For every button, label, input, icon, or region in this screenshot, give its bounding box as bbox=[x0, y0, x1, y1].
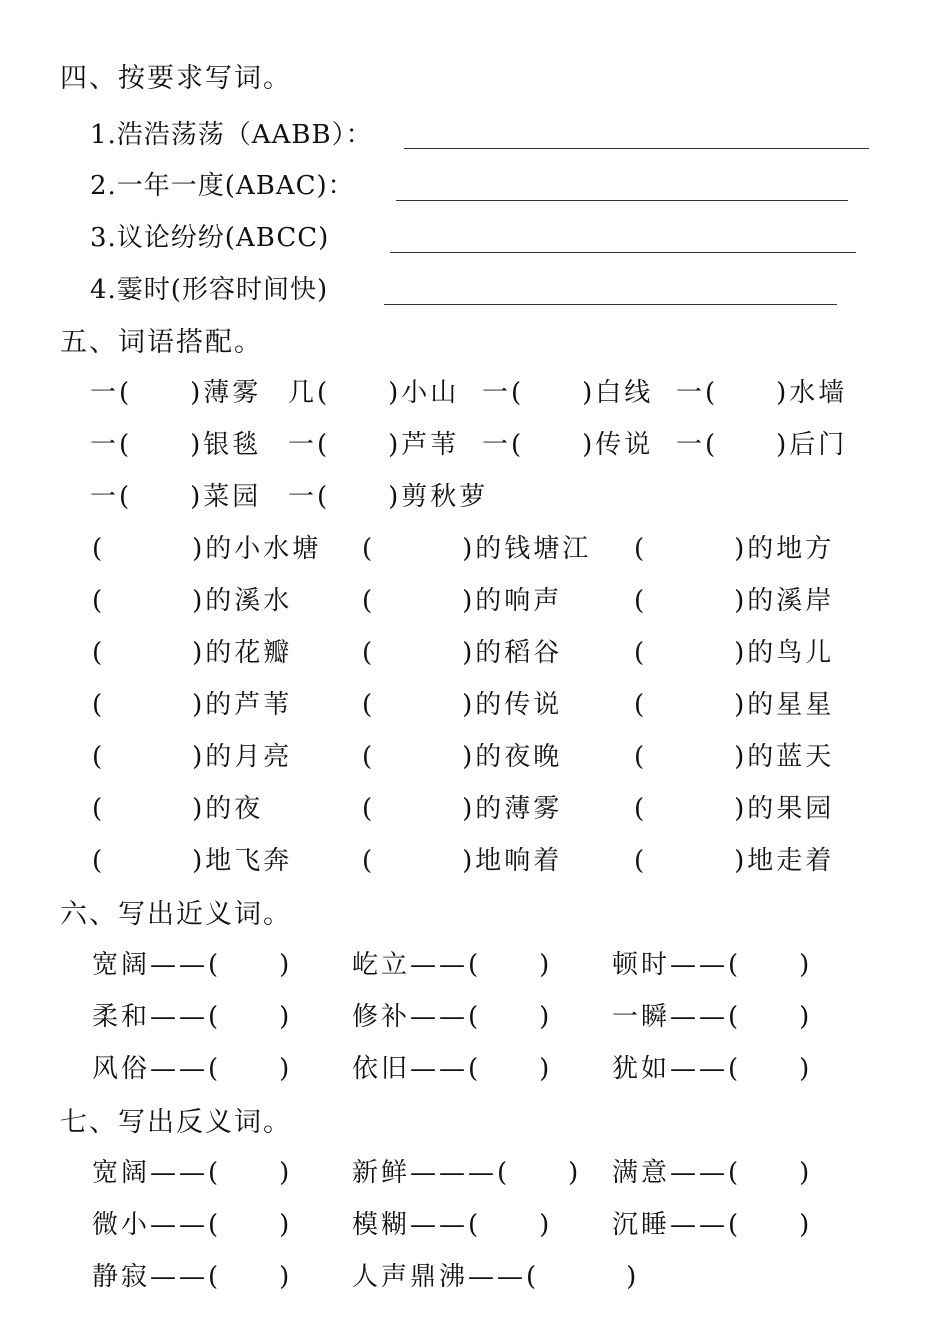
section4-item-2: 2.一年一度(ABAC)： bbox=[90, 171, 355, 201]
antonym-item[interactable]: 微小——( ) bbox=[92, 1210, 293, 1240]
modifier-item[interactable]: ( )的小水塘 bbox=[92, 534, 322, 564]
modifier-item[interactable]: ( )的鸟儿 bbox=[634, 638, 835, 668]
synonym-item[interactable]: 顿时——( ) bbox=[612, 950, 813, 980]
modifier-item[interactable]: ( )的地方 bbox=[634, 534, 835, 564]
measure-item[interactable]: 一( )菜园 bbox=[90, 482, 262, 512]
modifier-item[interactable]: ( )的传说 bbox=[362, 690, 563, 720]
antonym-item[interactable]: 人声鼎沸——( ) bbox=[352, 1262, 640, 1292]
measure-item[interactable]: 一( )剪秋萝 bbox=[288, 482, 489, 512]
modifier-item[interactable]: ( )的芦苇 bbox=[92, 690, 293, 720]
synonym-item[interactable]: 一瞬——( ) bbox=[612, 1002, 813, 1032]
measure-item[interactable]: 一( )传说 bbox=[482, 430, 654, 460]
synonym-item[interactable]: 修补——( ) bbox=[352, 1002, 553, 1032]
modifier-item[interactable]: ( )的薄雾 bbox=[362, 794, 563, 824]
modifier-item[interactable]: ( )的响声 bbox=[362, 586, 563, 616]
modifier-item[interactable]: ( )地飞奔 bbox=[92, 846, 293, 876]
section6-title: 六、写出近义词。 bbox=[60, 899, 292, 930]
section5-title: 五、词语搭配。 bbox=[60, 327, 263, 358]
measure-item[interactable]: 一( )芦苇 bbox=[288, 430, 460, 460]
modifier-item[interactable]: ( )的果园 bbox=[634, 794, 835, 824]
modifier-item[interactable]: ( )的花瓣 bbox=[92, 638, 293, 668]
antonym-item[interactable]: 沉睡——( ) bbox=[612, 1210, 813, 1240]
antonym-item[interactable]: 模糊——( ) bbox=[352, 1210, 553, 1240]
antonym-item[interactable]: 满意——( ) bbox=[612, 1158, 813, 1188]
synonym-item[interactable]: 柔和——( ) bbox=[92, 1002, 293, 1032]
synonym-item[interactable]: 屹立——( ) bbox=[352, 950, 553, 980]
antonym-item[interactable]: 新鲜———( ) bbox=[352, 1158, 582, 1188]
synonym-item[interactable]: 风俗——( ) bbox=[92, 1054, 293, 1084]
answer-line-4[interactable] bbox=[384, 304, 837, 305]
measure-item[interactable]: 一( )薄雾 bbox=[90, 378, 262, 408]
measure-item[interactable]: 一( )水墙 bbox=[676, 378, 848, 408]
section4-item-1: 1.浩浩荡荡（AABB）： bbox=[90, 120, 373, 150]
synonym-item[interactable]: 宽阔——( ) bbox=[92, 950, 293, 980]
antonym-item[interactable]: 静寂——( ) bbox=[92, 1262, 293, 1292]
answer-line-1[interactable] bbox=[404, 148, 869, 149]
modifier-item[interactable]: ( )的月亮 bbox=[92, 742, 293, 772]
modifier-item[interactable]: ( )的溪岸 bbox=[634, 586, 835, 616]
answer-line-3[interactable] bbox=[390, 252, 856, 253]
modifier-item[interactable]: ( )的钱塘江 bbox=[362, 534, 592, 564]
measure-item[interactable]: 几( )小山 bbox=[288, 378, 460, 408]
section4-title: 四、按要求写词。 bbox=[60, 63, 292, 94]
measure-item[interactable]: 一( )后门 bbox=[676, 430, 848, 460]
modifier-item[interactable]: ( )的星星 bbox=[634, 690, 835, 720]
section4-item-3: 3.议论纷纷(ABCC) bbox=[90, 223, 330, 253]
measure-item[interactable]: 一( )银毯 bbox=[90, 430, 262, 460]
modifier-item[interactable]: ( )地走着 bbox=[634, 846, 835, 876]
synonym-item[interactable]: 犹如——( ) bbox=[612, 1054, 813, 1084]
section4-item-4: 4.霎时(形容时间快) bbox=[90, 275, 329, 305]
section7-title: 七、写出反义词。 bbox=[60, 1107, 292, 1138]
antonym-item[interactable]: 宽阔——( ) bbox=[92, 1158, 293, 1188]
measure-item[interactable]: 一( )白线 bbox=[482, 378, 654, 408]
modifier-item[interactable]: ( )的夜晚 bbox=[362, 742, 563, 772]
synonym-item[interactable]: 依旧——( ) bbox=[352, 1054, 553, 1084]
modifier-item[interactable]: ( )的蓝天 bbox=[634, 742, 835, 772]
modifier-item[interactable]: ( )地响着 bbox=[362, 846, 563, 876]
modifier-item[interactable]: ( )的溪水 bbox=[92, 586, 293, 616]
answer-line-2[interactable] bbox=[396, 200, 848, 201]
modifier-item[interactable]: ( )的夜 bbox=[92, 794, 264, 824]
modifier-item[interactable]: ( )的稻谷 bbox=[362, 638, 563, 668]
